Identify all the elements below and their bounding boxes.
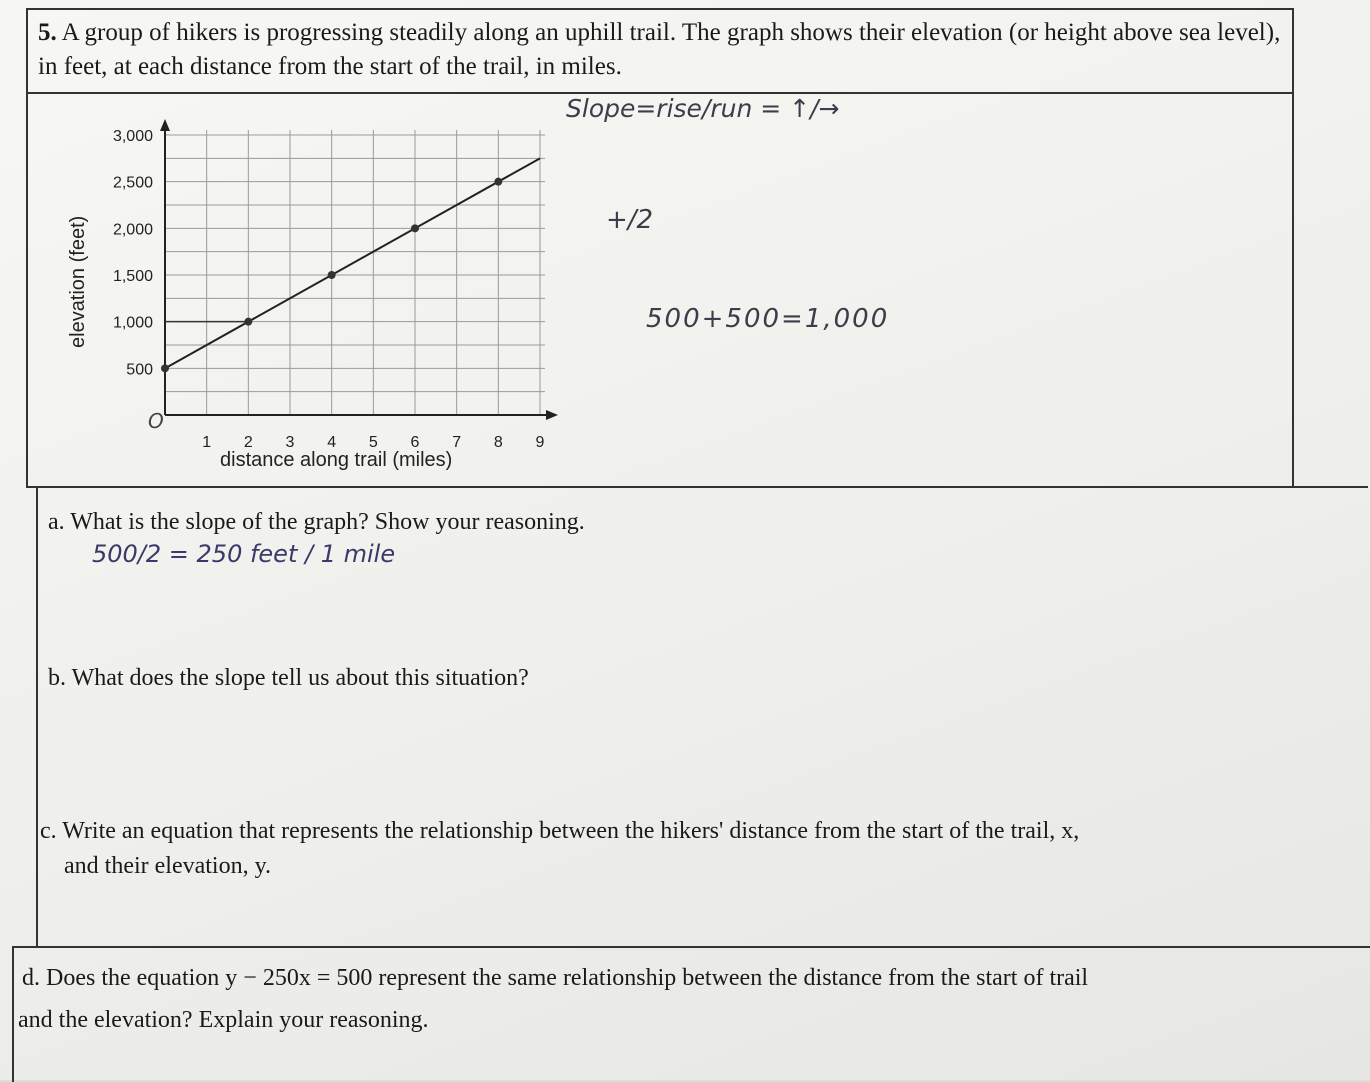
y-tick-label: 1,500 [112,268,153,285]
handwritten-sum: 500+500=1,000 [646,304,890,334]
y-tick-label: 2,500 [112,174,153,192]
chart-series [161,158,540,372]
part-d-line2: and the elevation? Explain your reasoning. [18,1007,429,1033]
elevation-chart [40,100,580,480]
part-a: a. What is the slope of the graph? Show your reasoning. [48,509,585,535]
part-b: b. What does the slope tell us about this situation? [48,665,529,691]
x-axis-arrow [546,410,558,420]
question-body: A group of hikers is progressing steadily along an uphill trail. The graph shows their elevation (or height above sea level), in feet, at each distance from the start of the trail, in miles. [38,19,1281,80]
handwritten-answer-a: 500/2 = 250 feet / 1 mile [92,540,396,568]
handwritten-slope-note: Slope=rise/run = ↑/→ [566,94,840,123]
y-tick-label: 500 [126,361,153,379]
y-axis-arrow [160,119,170,131]
data-point [328,271,336,279]
data-point [494,178,502,186]
y-tick-label: 1,000 [112,314,153,332]
question-number: 5. [38,19,57,46]
part-c-line1: c. Write an equation that represents the relationship between the hikers' distance from the start of the trail, x, [40,818,1080,844]
x-tick-label: 4 [327,434,337,451]
part-c-line2: and their elevation, y. [64,853,272,879]
data-point [161,364,169,372]
x-axis-label: distance along trail (miles) [220,449,453,471]
question-text [38,16,1283,84]
handwritten-fraction: +/2 [606,205,654,235]
x-tick-label: 3 [285,434,295,451]
data-point [411,224,419,232]
part-d-line1: d. Does the equation y − 250x = 500 represent the same relationship between the distance from the start of trail [22,965,1089,991]
x-tick-label: 5 [368,434,378,451]
x-tick-label: 9 [535,434,545,451]
x-tick-label: 8 [493,434,503,451]
x-tick-label: 2 [243,434,253,451]
chart-grid [165,130,545,415]
y-tick-label: 3,000 [112,128,153,145]
y-axis-label: elevation (feet) [67,215,89,348]
x-tick-label: 6 [410,434,420,451]
handwritten-origin: O [148,409,164,433]
x-tick-label: 1 [202,434,212,451]
x-tick-label: 7 [452,434,462,451]
series-line [165,158,540,368]
y-tick-label: 2,000 [112,221,153,239]
y-tick-labels [113,128,153,378]
